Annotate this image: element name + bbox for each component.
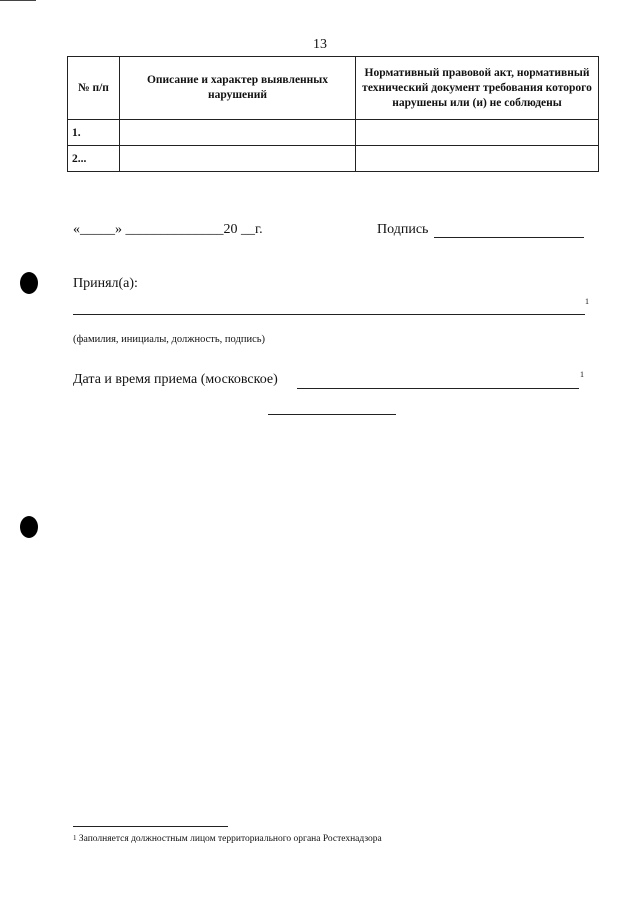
row-regulation <box>356 120 599 146</box>
datetime-line <box>297 388 579 389</box>
footnote-mark: 1 <box>73 834 77 842</box>
row-number: 1. <box>68 120 120 146</box>
footnote-text: Заполняется должностным лицом территориального органа Ростехнадзора <box>78 834 382 844</box>
punch-hole-icon <box>20 516 38 538</box>
datetime-footnote-ref: 1 <box>580 370 584 379</box>
corner-scan-mark <box>0 0 36 1</box>
page-number: 13 <box>313 37 327 52</box>
date-field: «_____» ______________20 __г. <box>73 222 263 237</box>
datetime-label: Дата и время приема (московское) <box>73 372 278 387</box>
accepted-hint: (фамилия, инициалы, должность, подпись) <box>73 334 266 345</box>
footnote-ref: 1 <box>585 297 589 306</box>
table-header-row <box>68 57 599 120</box>
closing-rule <box>268 414 396 415</box>
row-number: 2... <box>68 146 120 172</box>
row-description <box>120 120 356 146</box>
header-description: Описание и характер выявленных нарушений <box>120 57 356 120</box>
row-regulation <box>356 146 599 172</box>
header-regulation: Нормативный правовой акт, нормативный технический документ требования которого нарушены или (и) не соблюдены <box>356 57 599 120</box>
accepted-label: Принял(а): <box>73 276 138 291</box>
punch-hole-icon <box>20 272 38 294</box>
table-row <box>68 146 599 172</box>
row-description <box>120 146 356 172</box>
footnote <box>73 834 382 844</box>
header-number: № п/п <box>68 57 120 120</box>
table-row <box>68 120 599 146</box>
footnote-divider <box>73 826 228 827</box>
signature-line <box>434 237 584 238</box>
accepted-line <box>73 314 585 315</box>
signature-label: Подпись <box>377 222 429 237</box>
violations-table <box>67 56 599 172</box>
